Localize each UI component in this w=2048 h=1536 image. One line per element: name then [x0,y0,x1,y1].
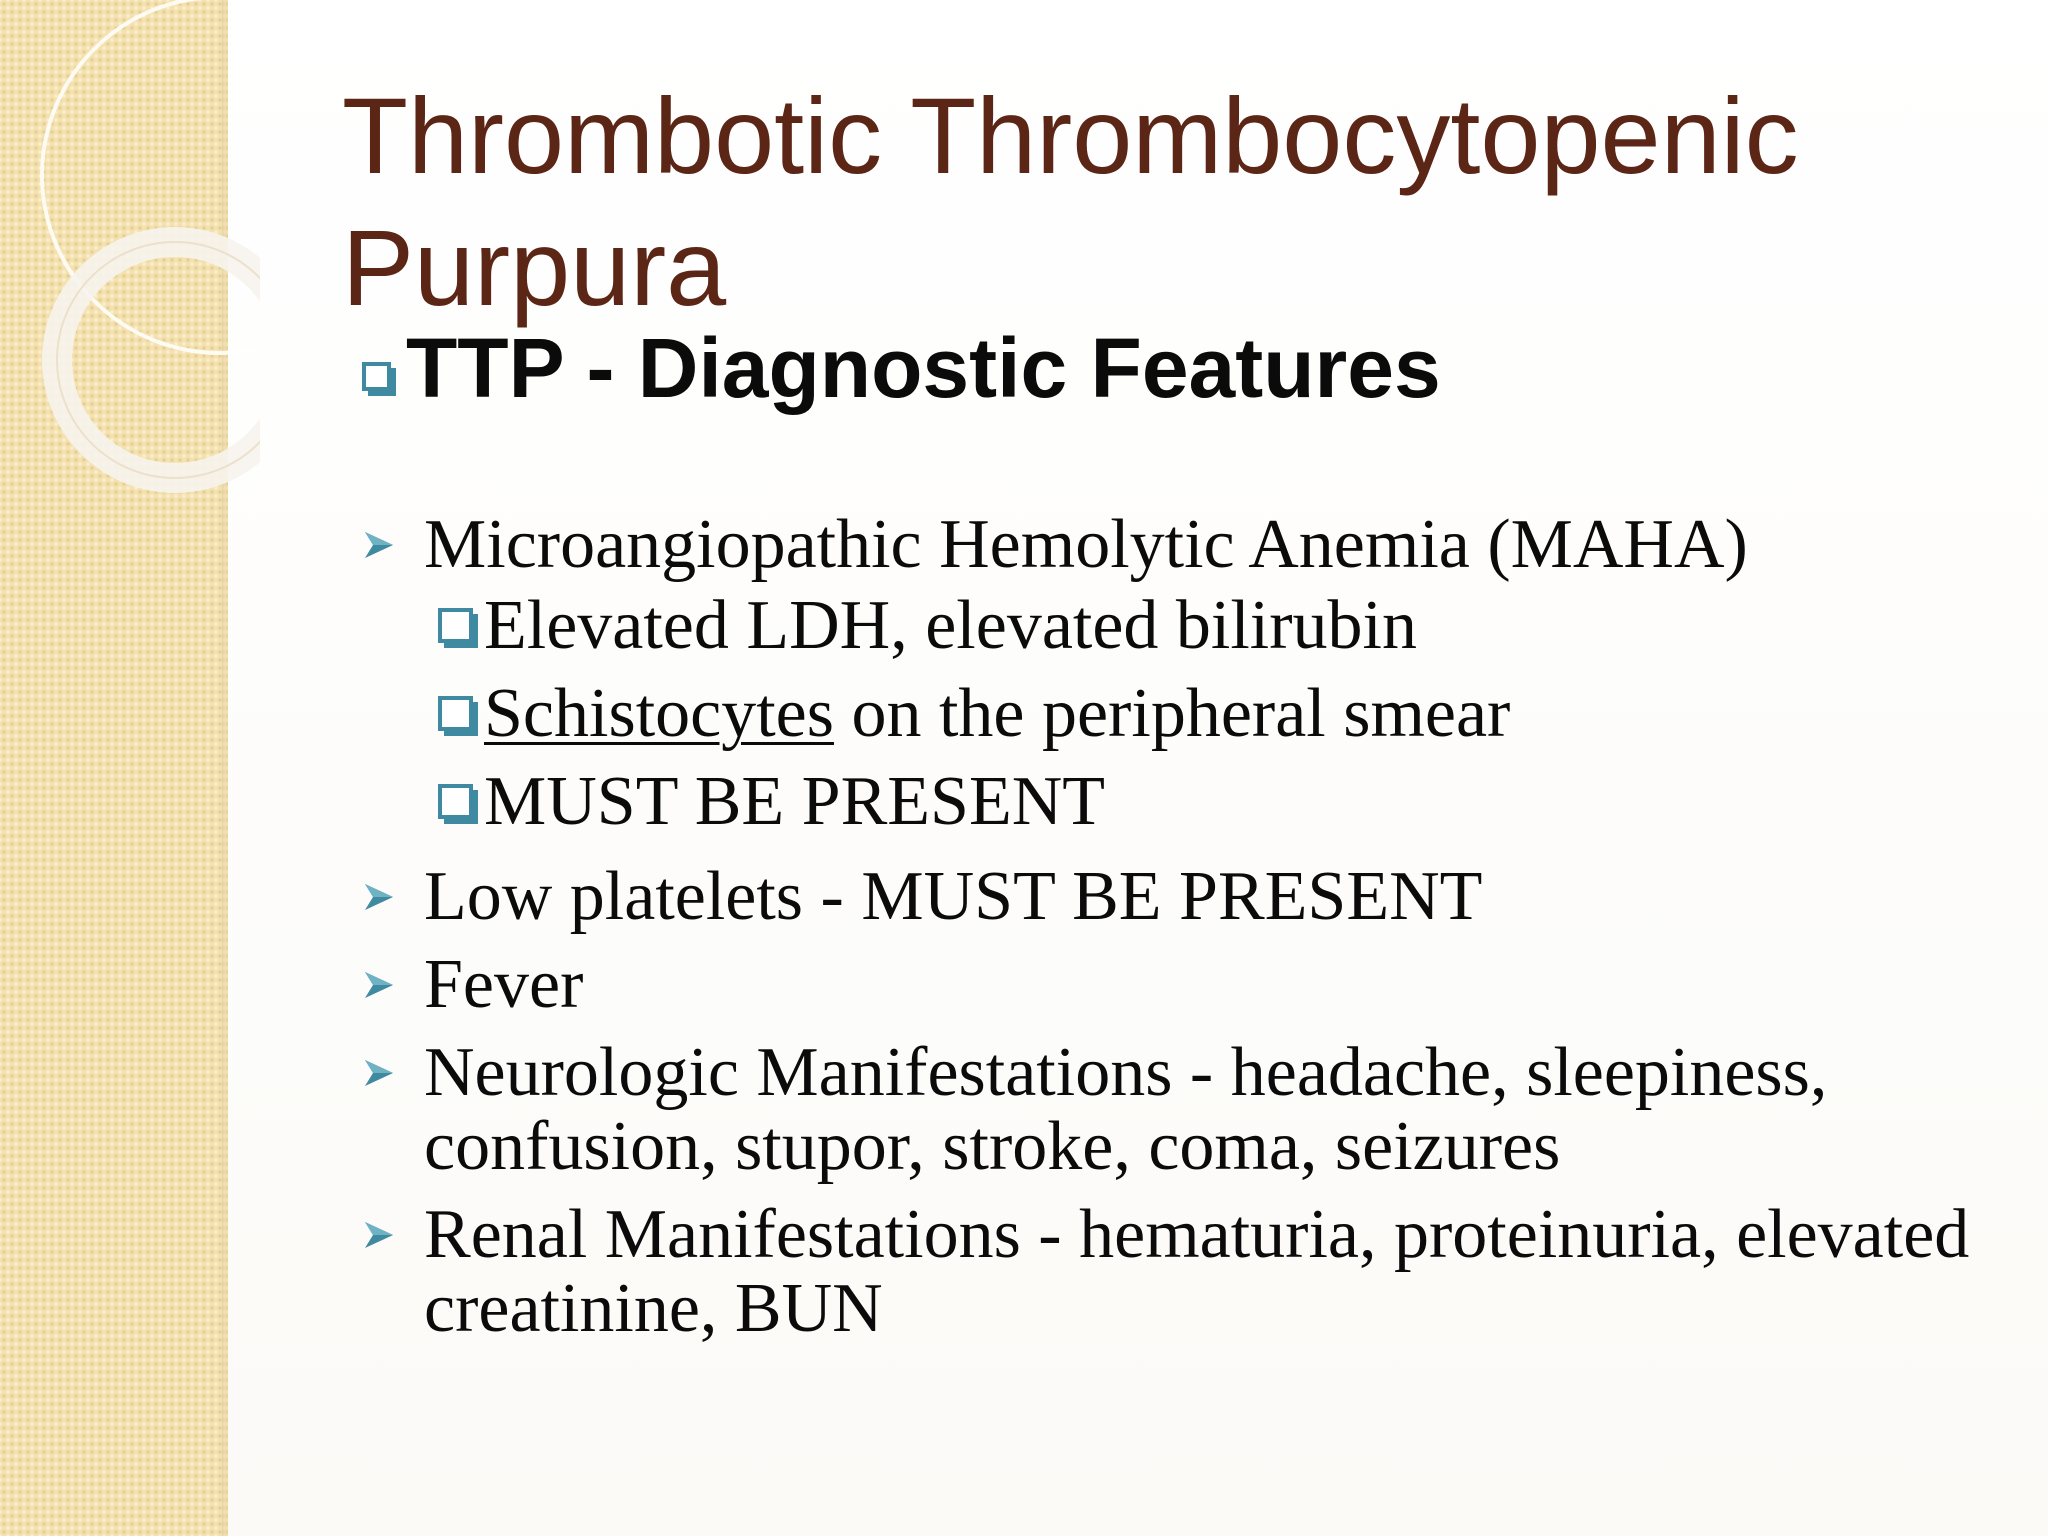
subtitle-text: TTP - Diagnostic Features [406,321,1441,415]
slide-subtitle [362,318,1441,418]
bullet-text: Neurologic Manifestations - headache, sleepiness, confusion, stupor, stroke, coma, seizures [424,1034,1828,1185]
sub-item-text: MUST BE PRESENT [484,763,1106,840]
square-bullet-icon [362,362,396,396]
arrowhead-bullet-icon [362,860,424,934]
bullet-text: Low platelets - MUST BE PRESENT [424,858,1483,935]
arrowhead-bullet-icon [362,508,424,582]
sub-item-ldh [438,582,2002,670]
sub-item-rest: on the peripheral smear [833,675,1511,752]
maha-sub-list [438,582,2002,846]
bullet-text: Fever [424,946,584,1023]
sub-item-schistocytes [438,670,2002,758]
bullet-item-fever [362,948,2002,1022]
square-bullet-icon [438,784,478,824]
bullet-text: Renal Manifestations - hematuria, proteinuria, elevated creatinine, BUN [424,1196,1970,1347]
bullet-item-renal [362,1198,2002,1346]
bullet-list [362,508,2002,1360]
arrowhead-bullet-icon [362,948,424,1022]
decorative-rings-icon [0,0,260,520]
square-bullet-icon [438,608,478,648]
bullet-text: Microangiopathic Hemolytic Anemia (MAHA) [424,506,1748,583]
sub-item-text [484,670,1510,758]
slide-title: Thrombotic Thrombocytopenic Purpura [342,75,1799,328]
bullet-item-neurologic [362,1036,2002,1184]
square-bullet-icon [438,696,478,736]
bullet-item-low-platelets [362,860,2002,934]
underlined-term: Schistocytes [484,675,834,752]
arrowhead-bullet-icon [362,1198,424,1272]
arrowhead-bullet-icon [362,1036,424,1110]
bullet-item-maha [362,508,2002,582]
sub-item-text: Elevated LDH, elevated bilirubin [484,587,1418,664]
sub-item-must-be-present [438,758,2002,846]
